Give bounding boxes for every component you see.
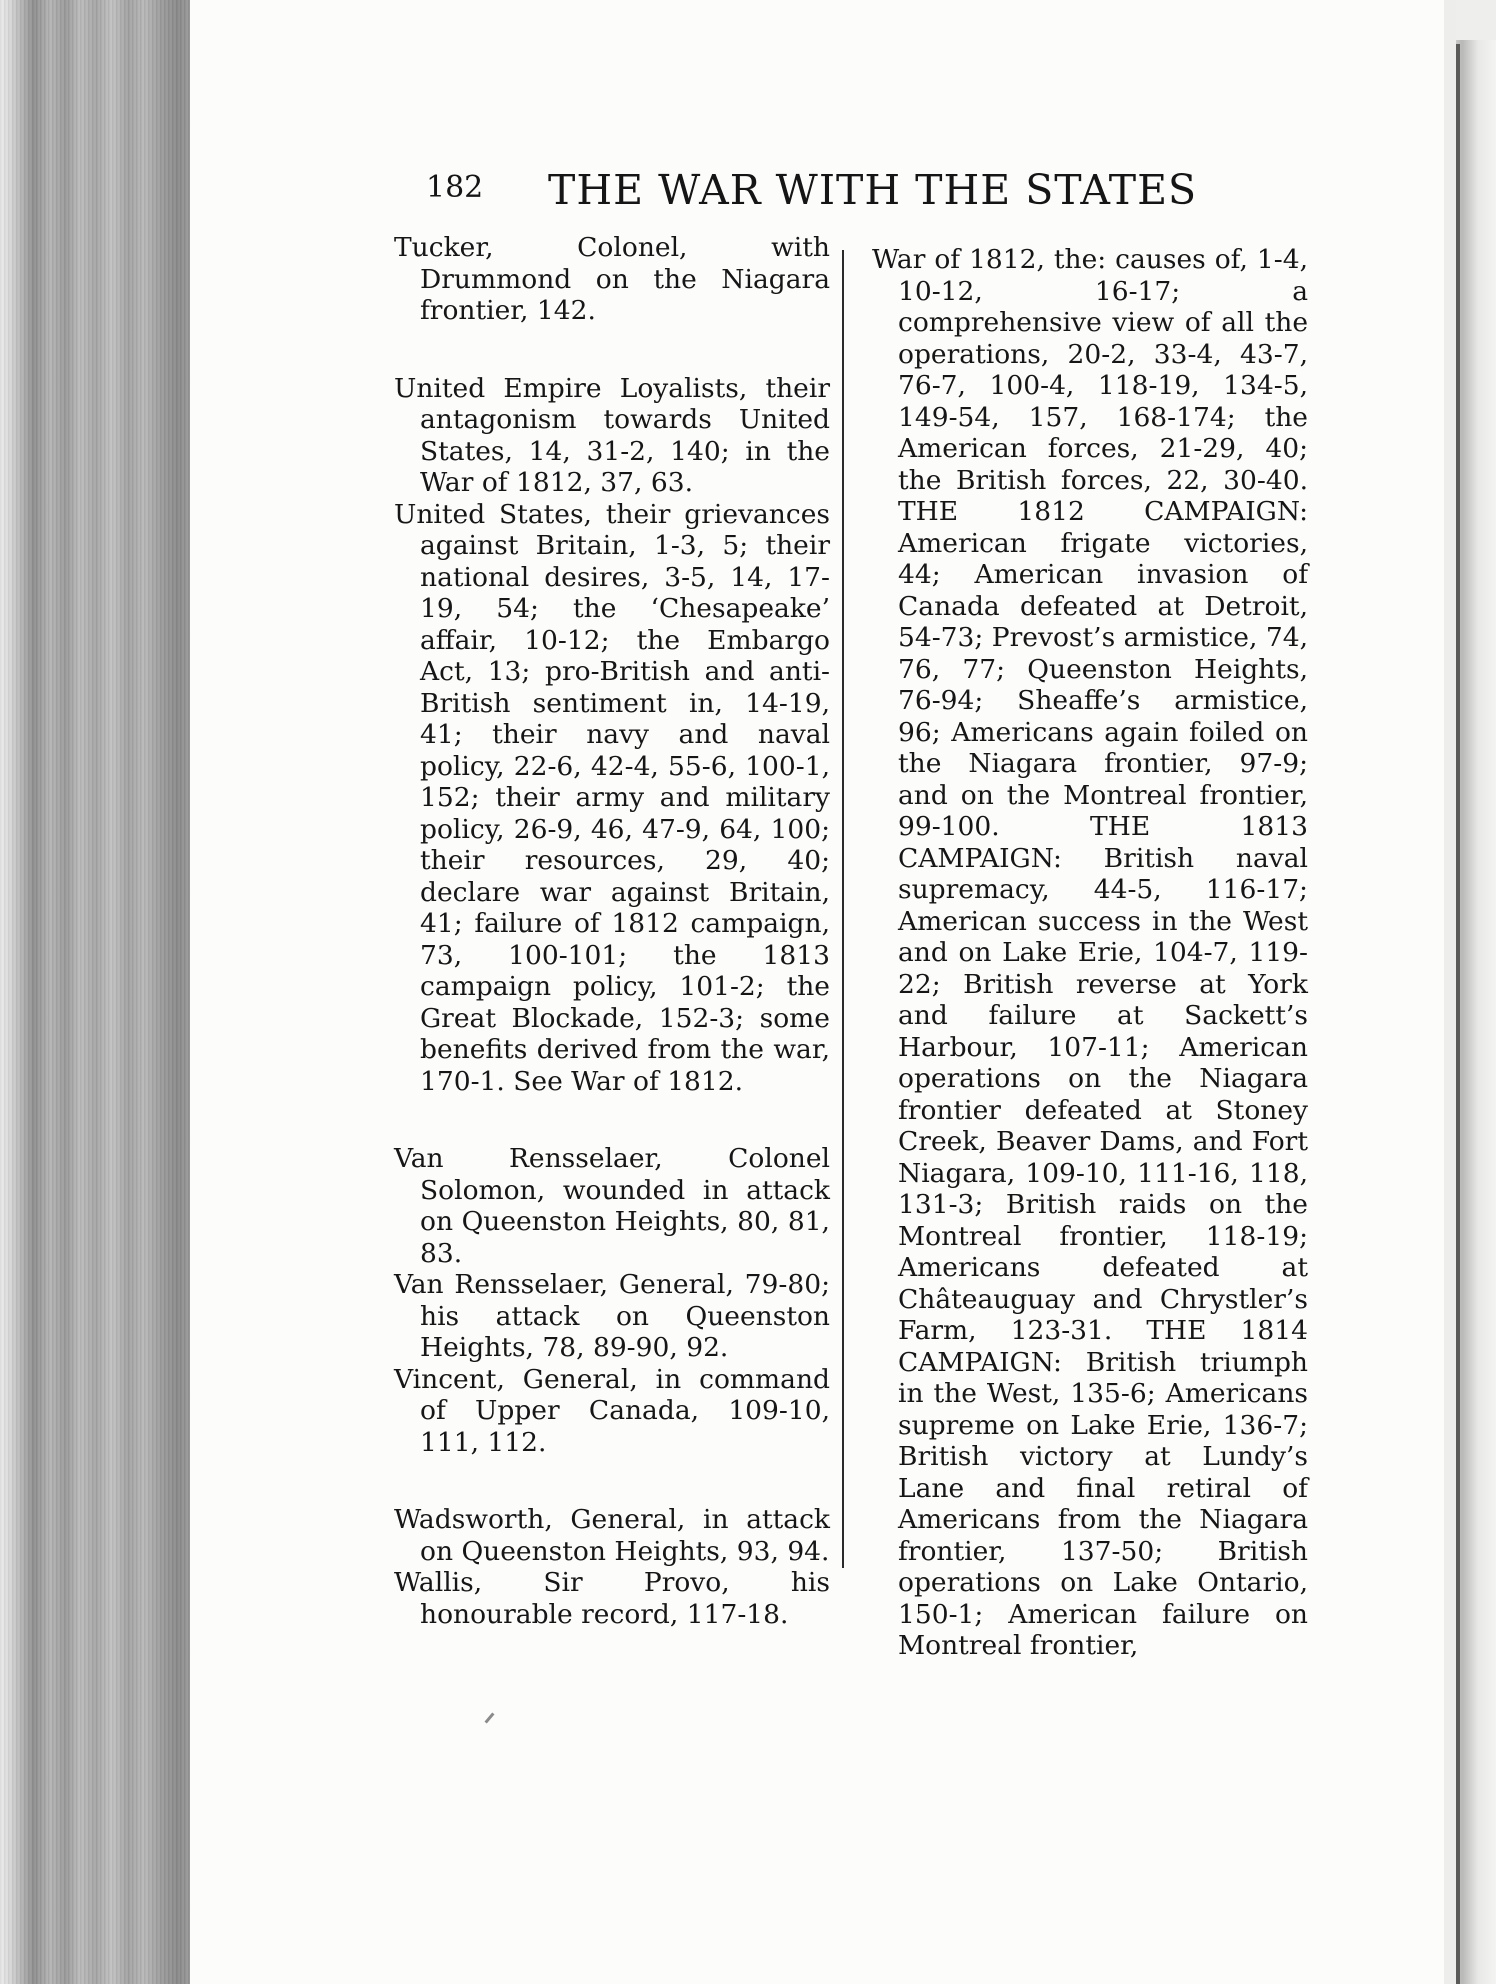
index-entry-vincent: Vincent, General, in command of Upper Canada, 109-10, 111, 112. [394, 1363, 830, 1458]
index-entry-van-rensselaer-colonel: Van Rensselaer, Colonel Solomon, wounded in attack on Queenston Heights, 80, 81, 83. [394, 1143, 830, 1269]
index-entry-wadsworth: Wadsworth, General, in attack on Queenston Heights, 93, 94. [394, 1504, 830, 1567]
index-entry-united-states: United States, their grievances against Britain, 1-3, 5; their national desires, 3-5, 14, 17-19, 54; the ‘Chesapeake’ affair, 10-12; the Embargo Act, 13; pro-British and anti-British sentiment in, 14-19, 41; their navy and naval policy, 22-6, 42-4, 55-6, 100-1, 152; their army and military policy, 26-9, 46, 47-9, 64, 100; their resources, 29, 40; declare war against Britain, 41; failure of 1812 campaign, 73, 100-101; the 1813 campaign policy, 101-2; the Great Blockade, 152-3; some benefits derived from the war, 170-1. See War of 1812. [394, 498, 830, 1097]
index-entry-united-empire-loyalists: United Empire Loyalists, their antagonism towards United States, 14, 31-2, 140; in the War of 1812, 37, 63. [394, 372, 830, 498]
index-entry-wallis: Wallis, Sir Provo, his honourable record, 117-18. [394, 1567, 830, 1630]
running-head: THE WAR WITH THE STATES [548, 166, 1198, 214]
index-entry-tucker: Tucker, Colonel, with Drummond on the Niagara frontier, 142. [394, 232, 830, 326]
page-right-margin [1444, 0, 1456, 1984]
index-column-right [872, 244, 1308, 1662]
book-page-edges [0, 0, 190, 1984]
page-number: 182 [426, 170, 484, 205]
gutter-shadow-line [1456, 44, 1460, 1984]
page-header [418, 158, 1258, 228]
facing-page-gutter [1456, 40, 1496, 1984]
index-entry-war-of-1812: War of 1812, the: causes of, 1-4, 10-12, 16-17; a comprehensive view of all the operations, 20-2, 33-4, 43-7, 76-7, 100-4, 118-19, 134-5, 149-54, 157, 168-174; the American forces, 21-29, 40; the British forces, 22, 30-40. THE 1812 CAMPAIGN: American frigate victories, 44; American invasion of Canada defeated at Detroit, 54-73; Prevost’s armistice, 74, 76, 77; Queenston Heights, 76-94; Sheaffe’s armistice, 96; Americans again foiled on the Niagara frontier, 97-9; and on the Montreal frontier, 99-100. THE 1813 CAMPAIGN: British naval supremacy, 44-5, 116-17; American success in the West and on Lake Erie, 104-7, 119-22; British reverse at York and failure at Sackett’s Harbour, 107-11; American operations on the Niagara frontier defeated at Stoney Creek, Beaver Dams, and Fort Niagara, 109-10, 111-16, 118, 131-3; British raids on the Montreal frontier, 118-19; Americans defeated at Châteauguay and Chrystler’s Farm, 123-31. THE 1814 CAMPAIGN: British triumph in the West, 135-6; Americans supreme on Lake Erie, 136-7; British victory at Lundy’s Lane and final retiral of Americans from the Niagara frontier, 137-50; British operations on Lake Ontario, 150-1; American failure on Montreal frontier, [872, 244, 1308, 1661]
index-entry-van-rensselaer-general: Van Rensselaer, General, 79-80; his attack on Queenston Heights, 78, 89-90, 92. [394, 1269, 830, 1363]
index-column-left [394, 232, 830, 1630]
column-divider [842, 250, 844, 1568]
